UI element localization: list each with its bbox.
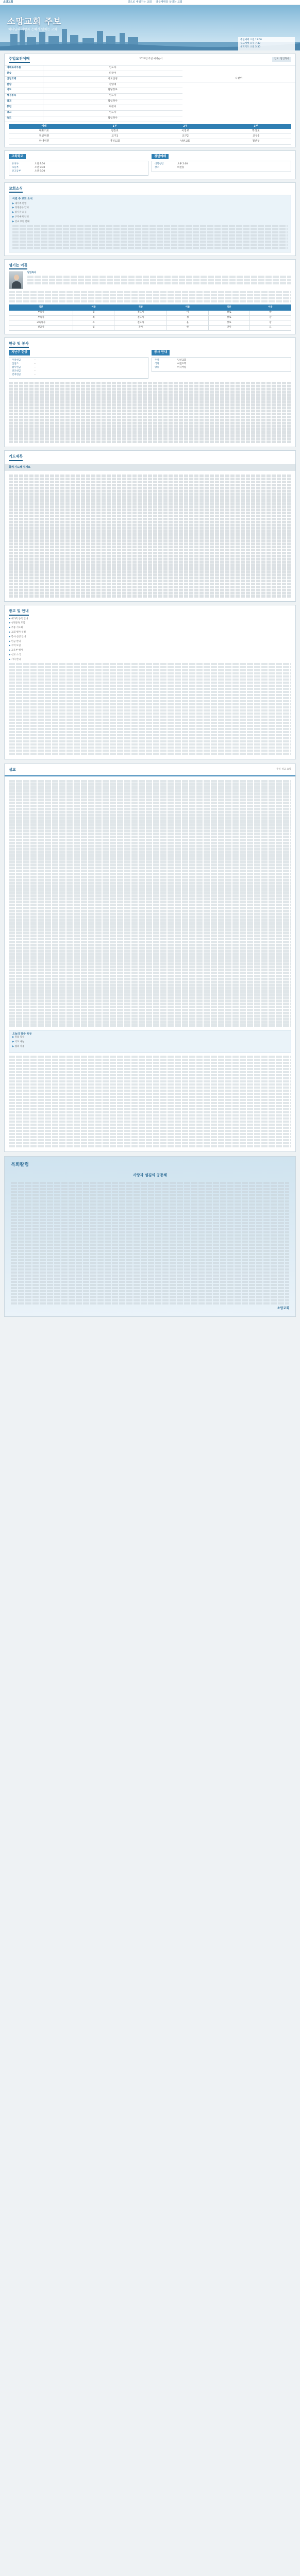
offering-item	[12, 374, 145, 377]
worship-item-label: 신앙고백	[5, 77, 43, 82]
prayer-title: 기도제목	[9, 454, 23, 461]
education-item-value: 오전 9:30	[35, 166, 45, 170]
service-section	[152, 350, 291, 379]
worship-item-label: 찬송	[5, 71, 43, 77]
worship-schedule	[5, 122, 295, 147]
staff-cell: 오	[249, 326, 291, 331]
worship-order-table	[5, 65, 295, 122]
worship-item-value: 담임목사	[43, 116, 182, 122]
worship-row	[5, 65, 295, 71]
staff-cell: 전도사	[114, 320, 167, 326]
sermon-date: 주일 설교 요약	[276, 768, 291, 771]
education-item-value: 오전 9:30	[35, 170, 45, 173]
notice-list	[9, 618, 291, 662]
worship-item-value: 사도신경	[43, 77, 182, 82]
offering-left-title: 지난주 헌금	[9, 350, 30, 355]
worship-item-label: 기도	[5, 88, 43, 93]
staff-cell: 전도사	[114, 315, 167, 320]
worship-item-label: 찬양	[5, 82, 43, 88]
worship-item-value: 인도자	[43, 110, 182, 116]
notice-item: ▶ 구역 모임	[9, 645, 291, 648]
weekly-services-card	[4, 150, 296, 180]
schedule-cell: 안내위원	[39, 140, 49, 143]
news-body	[12, 225, 288, 249]
motto-2: 다음세대를 살리는 교회	[156, 0, 182, 4]
service-item	[155, 359, 288, 363]
service-times	[238, 37, 295, 50]
prayer-lines	[9, 474, 291, 598]
table-row	[9, 315, 291, 320]
header-banner	[0, 5, 300, 50]
worship-row	[5, 116, 295, 122]
education-item	[12, 163, 145, 166]
worship-order-card	[4, 54, 296, 147]
offering-names	[9, 382, 291, 443]
service-item-value: 미디어팀	[177, 366, 187, 369]
motto-1: 빛으로 세워지는 교회	[127, 0, 152, 4]
motto-list	[13, 1, 297, 4]
staff-head-cell: 이름	[249, 305, 291, 310]
notice-card	[4, 605, 296, 759]
church-logo[interactable]: 소망교회	[3, 0, 13, 4]
youth-item-label: 장소	[155, 166, 159, 170]
notice-item: ▶ 교육부 행사	[9, 649, 291, 653]
staff-title: 섬기는 이들	[9, 263, 27, 269]
offering-item-value: -	[35, 362, 36, 365]
news-list	[12, 202, 288, 224]
worship-item-value: 담당장로	[43, 88, 182, 93]
offering-item-label: 주일헌금	[12, 359, 21, 362]
education-section	[9, 154, 148, 176]
sermon-title: 설교	[9, 767, 16, 772]
service-item-value: 남선교회	[177, 359, 187, 362]
sermon-points	[12, 1036, 288, 1048]
service-time: 새벽기도 오전 5:30	[240, 45, 261, 48]
worship-row	[5, 105, 295, 110]
worship-header	[5, 54, 295, 65]
sermon-point: ▶ 말씀 묵상	[12, 1036, 288, 1040]
notice-item: ▶ 봉사 신청 안내	[9, 636, 291, 639]
offering-card	[4, 337, 296, 448]
offering-item	[12, 363, 145, 366]
notice-item: ▶ 교회 행사 일정	[9, 631, 291, 635]
schedule-cell: 교구3	[253, 134, 259, 138]
offering-item	[12, 370, 145, 374]
offering-list	[9, 357, 148, 379]
worship-item-label: 광고	[5, 110, 43, 116]
prayer-card	[4, 450, 296, 602]
service-item-label: 주차	[155, 359, 159, 362]
worship-row	[5, 99, 295, 105]
news-item: ▶ 구역예배 안내	[12, 216, 288, 219]
worship-note: 인도: 담임목사	[272, 57, 291, 62]
staff-cell: 조	[73, 320, 114, 326]
offering-item-label: 선교헌금	[12, 369, 21, 372]
schedule-cell: 헌금위원	[39, 134, 49, 138]
schedule-cell: 박장로	[252, 129, 260, 132]
notice-item: ▶ 선교 소식	[9, 654, 291, 657]
staff-head-cell: 이름	[73, 305, 114, 310]
schedule-row	[9, 134, 291, 139]
offering-item-label: 십일조	[12, 362, 19, 365]
worship-item-value: 다같이	[43, 71, 182, 77]
offering-item-label: 건축헌금	[12, 373, 21, 376]
staff-cell: 권사	[208, 326, 249, 331]
news-item: ▶ 새가족 환영	[12, 202, 288, 206]
schedule-cell: 교구1	[111, 134, 118, 138]
worship-row	[5, 82, 295, 88]
schedule-row	[9, 129, 291, 134]
staff-cell: 장로	[208, 315, 249, 320]
banner-subtitle: 하나님의 사랑과 은혜가 넘치는 교회	[8, 28, 57, 31]
service-time: 주일예배 오전 11:00	[240, 39, 262, 41]
staff-cell: 정	[167, 315, 208, 320]
sermon-point: ▶ 기도 나눔	[12, 1041, 288, 1044]
pastor-label: 담임목사	[27, 271, 36, 274]
news-heading: 이번 주 교회 소식	[12, 197, 33, 201]
column-head: 목회칼럼	[11, 1162, 29, 1167]
offering-item-value: -	[35, 369, 36, 372]
column-title: 사랑과 섬김의 공동체	[133, 1173, 167, 1177]
service-time: 수요예배 오후 7:30	[240, 42, 261, 45]
schedule-cell: 대표기도	[39, 129, 49, 132]
worship-item-value: 인도자	[43, 65, 182, 71]
staff-cell: 전도사	[114, 310, 167, 315]
sermon-point: ▶ 삶의 적용	[12, 1045, 288, 1049]
sermon-box-title: 오늘의 말씀 묵상	[12, 1032, 32, 1036]
worship-item-value: 다같이	[182, 77, 295, 82]
pastor-info	[27, 272, 291, 285]
column-body	[11, 1182, 289, 1305]
staff-cell: 강	[249, 315, 291, 320]
schedule-head-cell: 예배	[41, 124, 47, 128]
schedule-cell: 김장로	[111, 129, 119, 132]
staff-card	[4, 259, 296, 334]
schedule-head-cell: 2부	[183, 124, 188, 128]
worship-item-label: 봉헌	[5, 105, 43, 110]
staff-head-cell: 직분	[9, 305, 73, 310]
service-item	[155, 363, 288, 366]
notice-item: ▶ 기타 안내	[9, 658, 291, 662]
youth-item-label: 대학청년	[155, 163, 164, 166]
staff-cell: 교육목사	[9, 320, 73, 326]
offering-item-label: 감사헌금	[12, 366, 21, 369]
youth-title: 청년예배	[152, 154, 169, 160]
sermon-header	[5, 764, 295, 776]
schedule-head-cell: 1부	[112, 124, 117, 128]
news-item: ▶ 선교 후원 안내	[12, 221, 288, 224]
offering-item	[12, 359, 145, 363]
pastor-bio	[27, 276, 291, 284]
worship-item-label: 예배로의부름	[5, 65, 43, 71]
worship-date: 2024년 주일 예배순서	[139, 58, 163, 61]
education-title: 교회학교	[9, 154, 26, 160]
news-panel	[9, 195, 291, 252]
schedule-head-cell: 3부	[254, 124, 258, 128]
column-logo: 소망교회	[277, 1307, 289, 1311]
worship-item-value: 인도자	[43, 93, 182, 99]
worship-row	[5, 77, 295, 82]
schedule-header	[9, 124, 291, 129]
worship-item-value: 담임목사	[43, 99, 182, 105]
notice-body	[9, 663, 291, 755]
worship-item-label: 성경봉독	[5, 93, 43, 99]
prayer-band: 함께 기도해 주세요	[5, 464, 295, 471]
education-list	[9, 161, 148, 176]
youth-section	[152, 154, 291, 176]
education-item	[12, 170, 145, 174]
staff-cell: 윤	[167, 320, 208, 326]
youth-list	[152, 161, 291, 172]
news-item: ▶ 성경공부 안내	[12, 207, 288, 210]
top-bar	[0, 0, 300, 5]
youth-item-value: 비전홀	[177, 166, 185, 170]
worship-row	[5, 71, 295, 77]
schedule-cell: 남선교회	[180, 140, 191, 143]
worship-title: 주일오전예배	[9, 56, 30, 63]
schedule-row	[9, 139, 291, 144]
staff-cell: 부목사	[9, 315, 73, 320]
sermon-section	[4, 764, 296, 1152]
staff-cell: 장	[249, 320, 291, 326]
staff-cell: 부목사	[9, 310, 73, 315]
pastor-photo	[9, 272, 23, 289]
notice-item: ▶ 헌금 안내	[9, 640, 291, 644]
youth-item	[155, 163, 288, 166]
table-row	[9, 310, 291, 315]
worship-row	[5, 88, 295, 93]
notice-item: ▶ 성경통독 모임	[9, 622, 291, 625]
service-item	[155, 366, 288, 370]
pastor-row	[9, 272, 291, 289]
staff-cell: 최	[73, 315, 114, 320]
staff-head-cell: 이름	[167, 305, 208, 310]
education-item-label: 중고등부	[12, 170, 21, 173]
staff-cell: 박	[249, 310, 291, 315]
worship-row	[5, 93, 295, 99]
offering-item-value: -	[35, 359, 36, 362]
news-card	[4, 182, 296, 256]
staff-cell: 선교사	[9, 326, 73, 331]
notice-item: ▶ 주중 기도회	[9, 626, 291, 630]
staff-cell: 장로	[208, 320, 249, 326]
education-item-label: 유치부	[12, 163, 19, 166]
staff-cell: 장로	[208, 310, 249, 315]
sermon-box	[9, 1030, 291, 1053]
worship-row	[5, 110, 295, 116]
news-title: 교회소식	[9, 186, 23, 193]
service-list	[152, 357, 291, 372]
schedule-cell: 여전도회	[109, 140, 120, 143]
notice-item: ▶ 새가족 등록 안내	[9, 618, 291, 621]
offering-section	[9, 350, 148, 379]
staff-cell: 임	[73, 326, 114, 331]
education-item-label: 초등부	[12, 166, 19, 170]
schedule-cell: 교구2	[182, 134, 189, 138]
schedule-cell: 청년부	[252, 140, 260, 143]
offering-title: 헌금 및 봉사	[9, 341, 29, 348]
notice-title: 광고 및 안내	[9, 608, 29, 615]
youth-item-value: 오후 2:00	[177, 163, 188, 166]
youth-item	[155, 166, 288, 170]
staff-cell: 한	[167, 326, 208, 331]
worship-item-label: 축도	[5, 116, 43, 122]
news-item: ▶ 봉사자 모집	[12, 211, 288, 215]
table-row	[9, 320, 291, 326]
sermon-body	[9, 780, 291, 1027]
staff-cell: 이	[167, 310, 208, 315]
staff-head-cell: 직분	[208, 305, 249, 310]
education-item-value: 오전 9:30	[35, 163, 45, 166]
service-item-label: 방송	[155, 366, 159, 369]
staff-cell: 간사	[114, 326, 167, 331]
offering-item-value: -	[35, 366, 36, 369]
offering-item-value: -	[35, 373, 36, 376]
table-row	[9, 326, 291, 331]
staff-head-cell: 직분	[114, 305, 167, 310]
banner-title: 소망교회 주보	[7, 16, 62, 26]
staff-notes	[9, 291, 291, 303]
service-item-label: 식당	[155, 362, 159, 365]
worship-item-value: 찬양대	[43, 82, 182, 88]
schedule-cell: 이장로	[181, 129, 189, 132]
worship-item-value: 다같이	[43, 105, 182, 110]
sermon-body-2	[9, 1056, 291, 1148]
staff-cell: 김	[73, 310, 114, 315]
offering-right-title: 봉사 안내	[152, 350, 170, 355]
education-item	[12, 166, 145, 170]
service-item-value: 여전도회	[177, 362, 187, 365]
staff-table	[9, 304, 291, 330]
offering-item	[12, 366, 145, 370]
column-card	[4, 1156, 296, 1317]
worship-item-label: 설교	[5, 99, 43, 105]
